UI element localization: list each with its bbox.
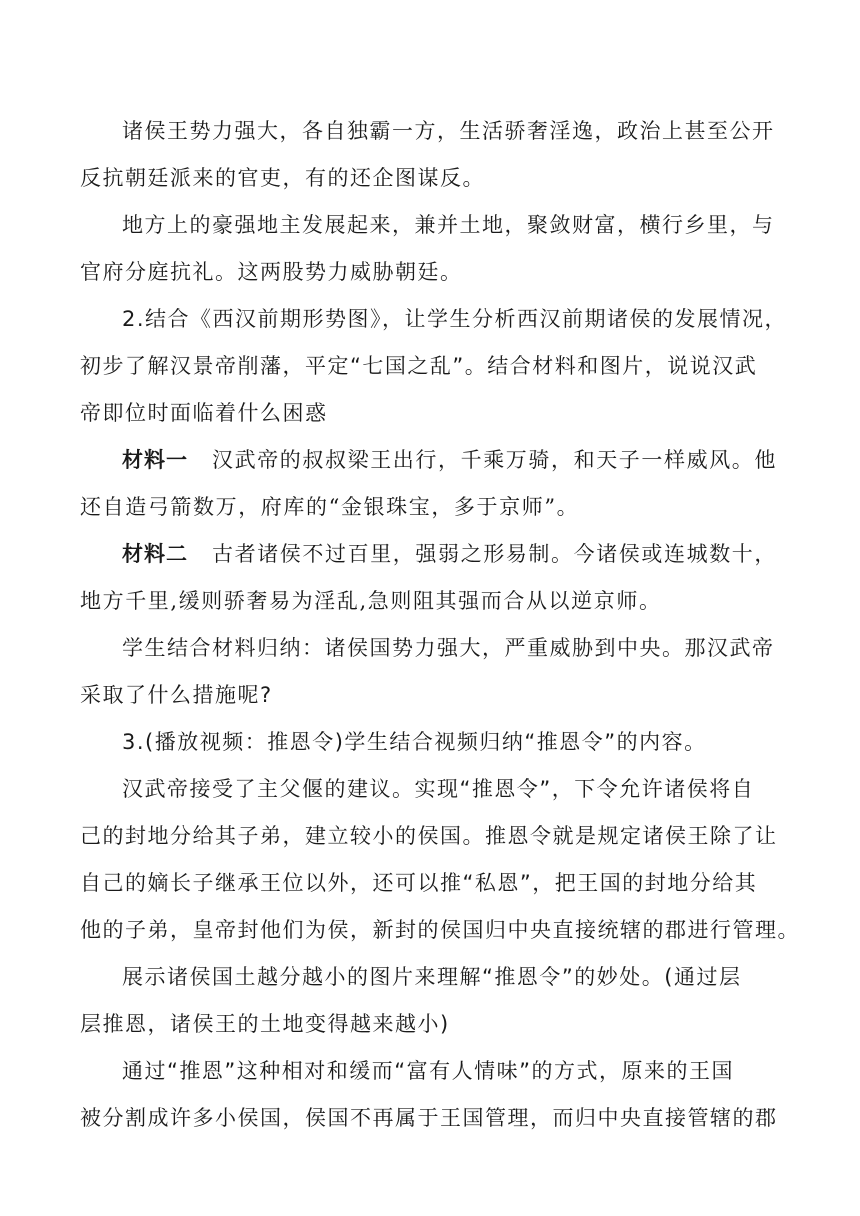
text-line: 诸侯王势力强大，各自独霸一方，生活骄奢淫逸，政治上甚至公开 (122, 119, 775, 143)
text-line: 通过“推恩”这种相对和缓而“富有人情味”的方式，原来的王国 (122, 1059, 735, 1083)
text-line (80, 531, 792, 578)
material-text: 汉武帝的叔叔梁王出行，千乘万骑，和天子一样威风。他 (212, 448, 777, 472)
text-line: 学生结合材料归纳：诸侯国势力强大，严重威胁到中央。那汉武帝 (122, 636, 775, 660)
paragraph-step-3 (80, 719, 792, 766)
text-line: 官府分庭抗礼。这两股势力威胁朝廷。 (80, 260, 463, 284)
text-line: 汉武帝接受了主父偃的建议。实现“推恩令”，下令允许诸侯将自 (122, 777, 755, 801)
paragraph-local-landlords (80, 202, 792, 296)
text-line: 地方上的豪强地主发展起来，兼并土地，聚敛财富，横行乡里，与 (122, 213, 775, 237)
text-line: 反抗朝廷派来的官吏，有的还企图谋反。 (80, 166, 485, 190)
text-line: 初步了解汉景帝削藩，平定“七国之乱”。结合材料和图片，说说汉武 (80, 354, 758, 378)
paragraph-conclusion (80, 1048, 792, 1142)
paragraph-princes-power (80, 108, 792, 202)
material-two (80, 531, 792, 625)
text-line: 2.结合《西汉前期形势图》，让学生分析西汉前期诸侯的发展情况， (122, 307, 788, 331)
material-label: 材料二 (122, 542, 188, 566)
text-line: 采取了什么措施呢? (80, 683, 273, 707)
text-line (80, 437, 792, 484)
paragraph-step-2 (80, 296, 792, 437)
document-body (80, 108, 800, 1142)
material-text: 古者诸侯不过百里，强弱之形易制。今诸侯或连城数十， (212, 542, 777, 566)
material-label: 材料一 (122, 448, 188, 472)
paragraph-show-pictures (80, 954, 792, 1048)
paragraph-student-summary (80, 625, 792, 719)
paragraph-tuien-decree (80, 766, 800, 954)
text-line: 帝即位时面临着什么困惑 (80, 401, 328, 425)
text-line: 被分割成许多小侯国，侯国不再属于王国管理，而归中央直接管辖的郡 (80, 1106, 778, 1130)
text-line: 还自造弓箭数万，府库的“金银珠宝，多于京师”。 (80, 495, 580, 519)
text-line: 己的封地分给其子弟，建立较小的侯国。推恩令就是规定诸侯王除了让 (80, 824, 778, 848)
text-line: 地方千里,缓则骄奢易为淫乱,急则阻其强而合从以逆京师。 (80, 589, 662, 613)
text-line: 层推恩，诸侯王的土地变得越来越小) (80, 1012, 450, 1036)
text-line: 3.(播放视频：推恩令)学生结合视频归纳“推恩令”的内容。 (122, 730, 707, 754)
text-line: 自己的嫡长子继承王位以外，还可以推“私恩”，把王国的封地分给其 (80, 871, 758, 895)
text-line: 他的子弟，皇帝封他们为侯，新封的侯国归中央直接统辖的郡进行管理。 (80, 918, 800, 942)
material-one (80, 437, 792, 531)
text-line: 展示诸侯国土越分越小的图片来理解“推恩令”的妙处。(通过层 (122, 965, 742, 989)
